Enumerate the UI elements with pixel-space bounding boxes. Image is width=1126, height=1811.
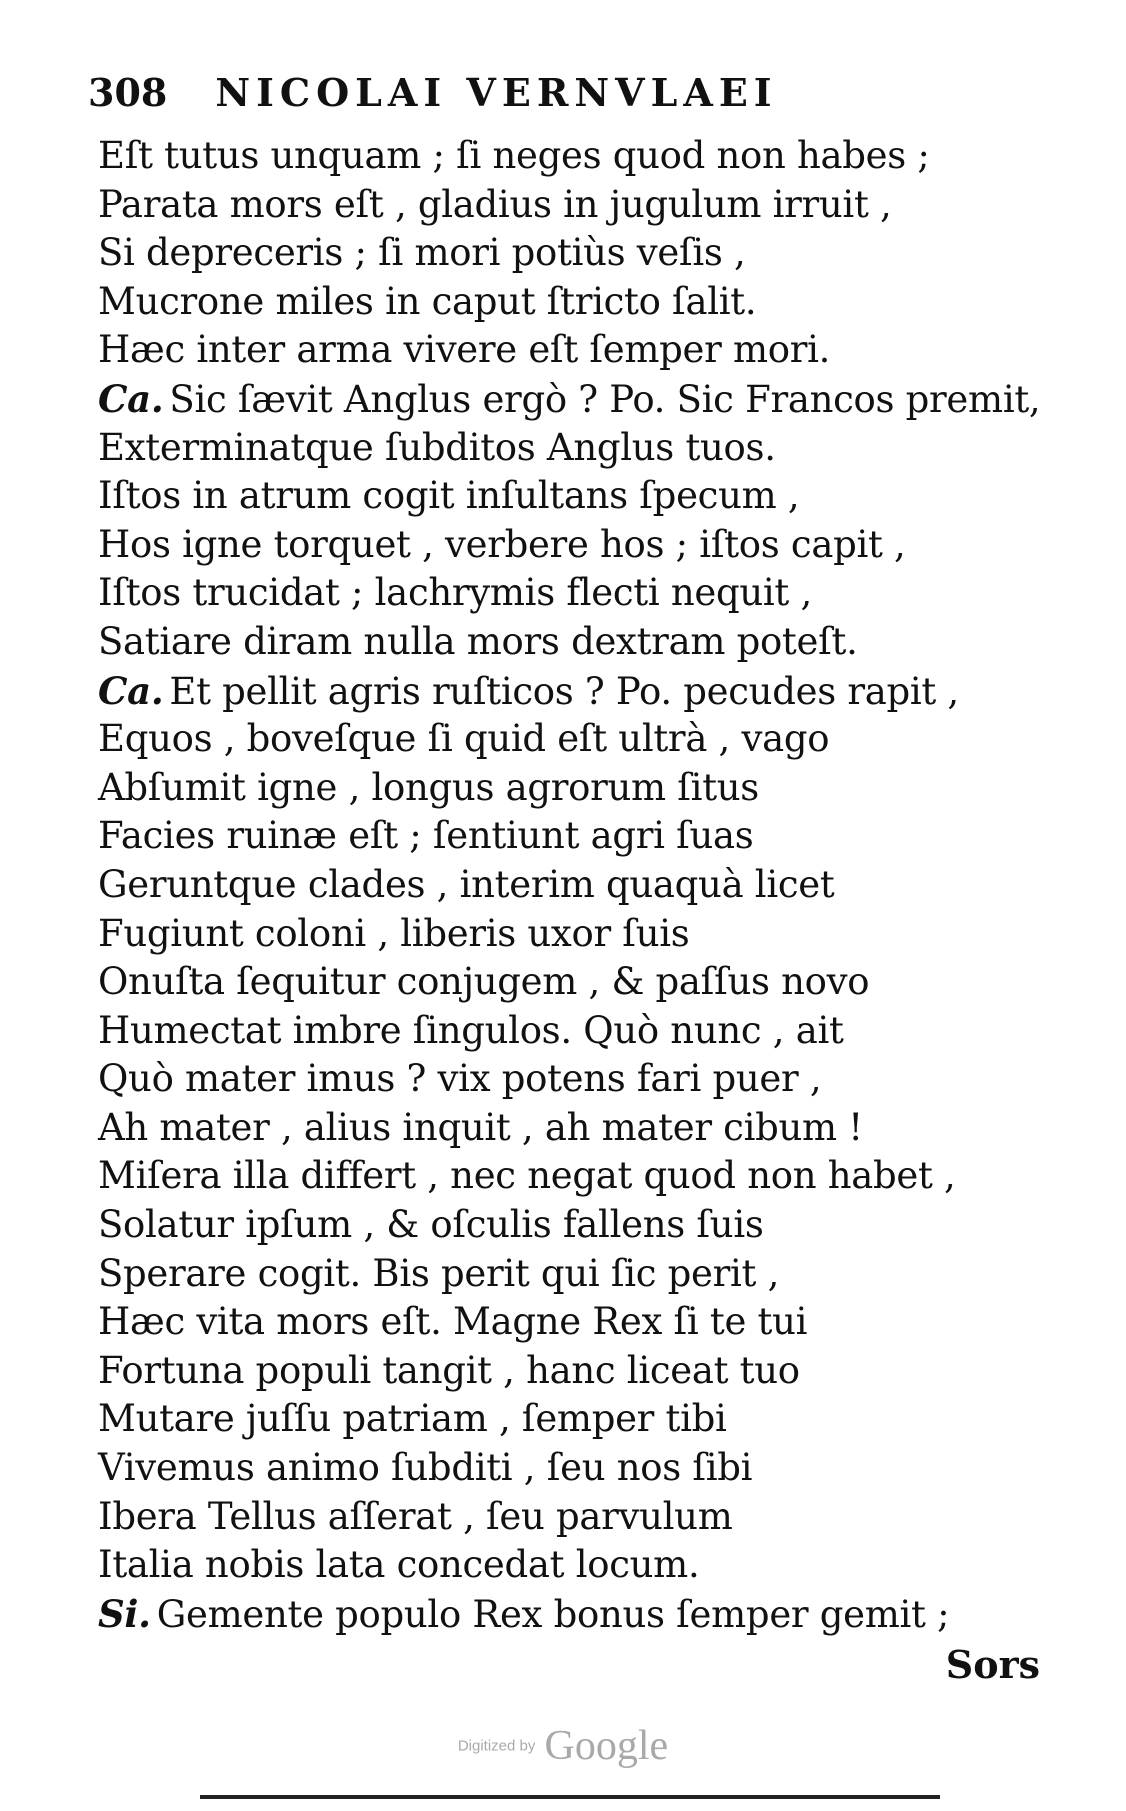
verse-line-text: Ibera Tellus aſſerat , ſeu parvulum [98,1494,733,1538]
speaker-label: Ca. [98,376,164,421]
verse-line [98,812,1048,861]
verse-line-text: Italia nobis lata concedat locum. [98,1543,700,1587]
verse-line-text: Humectat imbre ſingulos. Quò nunc , ait [98,1008,844,1052]
verse-line-text: Exterminatque ſubditos Anglus tuos. [98,425,776,469]
verse-line-text: Gemente populo Rex bonus ſemper gemit ; [156,1592,950,1636]
verse-line [98,1590,1048,1639]
verse-line-text: Sic ſævit Anglus ergò ? Po. Sic Francos premit, [169,377,1041,421]
verse-line [98,424,1048,473]
verse-line [98,1347,1048,1396]
verse-line-text: Iſtos trucidat ; lachrymis flecti nequit , [98,571,812,615]
verse-line [98,910,1048,959]
verse-line-text: Si depreceris ; ſi mori potiùs veſis , [98,231,746,275]
verse-line [98,569,1048,618]
verse-line [98,1201,1048,1250]
verse-line [98,618,1048,667]
verse-line-text: Facies ruinæ eſt ; ſentiunt agri ſuas [98,814,754,858]
speaker-label: Ca. [98,668,164,713]
verse-line-text: Hos igne torquet , verbere hos ; iſtos capit , [98,522,906,566]
verse-line [98,1444,1048,1493]
catchword: Sors [945,1642,1040,1687]
verse-line-text: Onuſta ſequitur conjugem , & paſſus novo [98,960,870,1004]
verse-line [98,375,1048,424]
verse-line [98,1250,1048,1299]
verse-line [98,715,1048,764]
verse-line [98,1298,1048,1347]
verse-line-text: Hæc inter arma vivere eſt ſemper mori. [98,328,831,372]
verse-line-text: Iſtos in atrum cogit inſultans ſpecum , [98,474,800,518]
verse-line-text: Mutare juſſu patriam , ſemper tibi [98,1397,727,1441]
verse-text [98,132,1048,1638]
verse-line [98,1055,1048,1104]
verse-line-text: Satiare diram nulla mors dextram poteſt. [98,619,858,663]
verse-line [98,132,1048,181]
verse-line [98,278,1048,327]
running-head: NICOLAI VERNVLAEI [215,70,778,115]
verse-line-text: Equos , boveſque ſi quid eſt ultrà , vago [98,717,830,761]
verse-line [98,1541,1048,1590]
verse-line-text: Eſt tutus unquam ; ſi neges quod non habes ; [98,134,930,177]
verse-line [98,1007,1048,1056]
verse-line-text: Fortuna populi tangit , hanc liceat tuo [98,1348,800,1392]
verse-line [98,861,1048,910]
verse-line [98,1152,1048,1201]
verse-line [98,764,1048,813]
verse-line [98,229,1048,278]
verse-line-text: Solatur ipſum , & oſculis fallens ſuis [98,1203,764,1247]
verse-line [98,181,1048,230]
verse-line-text: Miſera illa differt , nec negat quod non habet , [98,1154,956,1198]
digitization-watermark [0,1722,1126,1770]
verse-line-text: Parata mors eſt , gladius in jugulum irruit , [98,182,892,226]
verse-line [98,521,1048,570]
watermark-prefix: Digitized by [457,1737,536,1755]
google-logo: Google [544,1723,669,1769]
verse-line [98,667,1048,716]
verse-line-text: Et pellit agris ruſticos ? Po. pecudes rapit , [169,669,959,713]
verse-line [98,472,1048,521]
verse-line [98,1104,1048,1153]
bottom-edge-line [200,1795,940,1799]
speaker-label: Si. [98,1591,151,1636]
verse-line-text: Quò mater imus ? vix potens fari puer , [98,1057,822,1101]
verse-line [98,1395,1048,1444]
verse-line-text: Fugiunt coloni , liberis uxor ſuis [98,911,690,955]
page-header [88,70,988,126]
verse-line [98,1493,1048,1542]
verse-line-text: Mucrone miles in caput ſtricto ſalit. [98,279,757,323]
verse-line [98,958,1048,1007]
verse-line-text: Ah mater , alius inquit , ah mater cibum ! [98,1105,863,1149]
verse-line-text: Geruntque clades , interim quaquà licet [98,862,835,906]
verse-line-text: Hæc vita mors eſt. Magne Rex ſi te tui [98,1300,808,1344]
verse-line-text: Abſumit igne , longus agrorum ſitus [98,765,759,809]
verse-line-text: Sperare cogit. Bis perit qui ſic perit , [98,1251,780,1295]
page-number: 308 [88,70,168,115]
verse-line-text: Vivemus animo ſubditi , ſeu nos ſibi [98,1446,753,1490]
verse-line [98,326,1048,375]
